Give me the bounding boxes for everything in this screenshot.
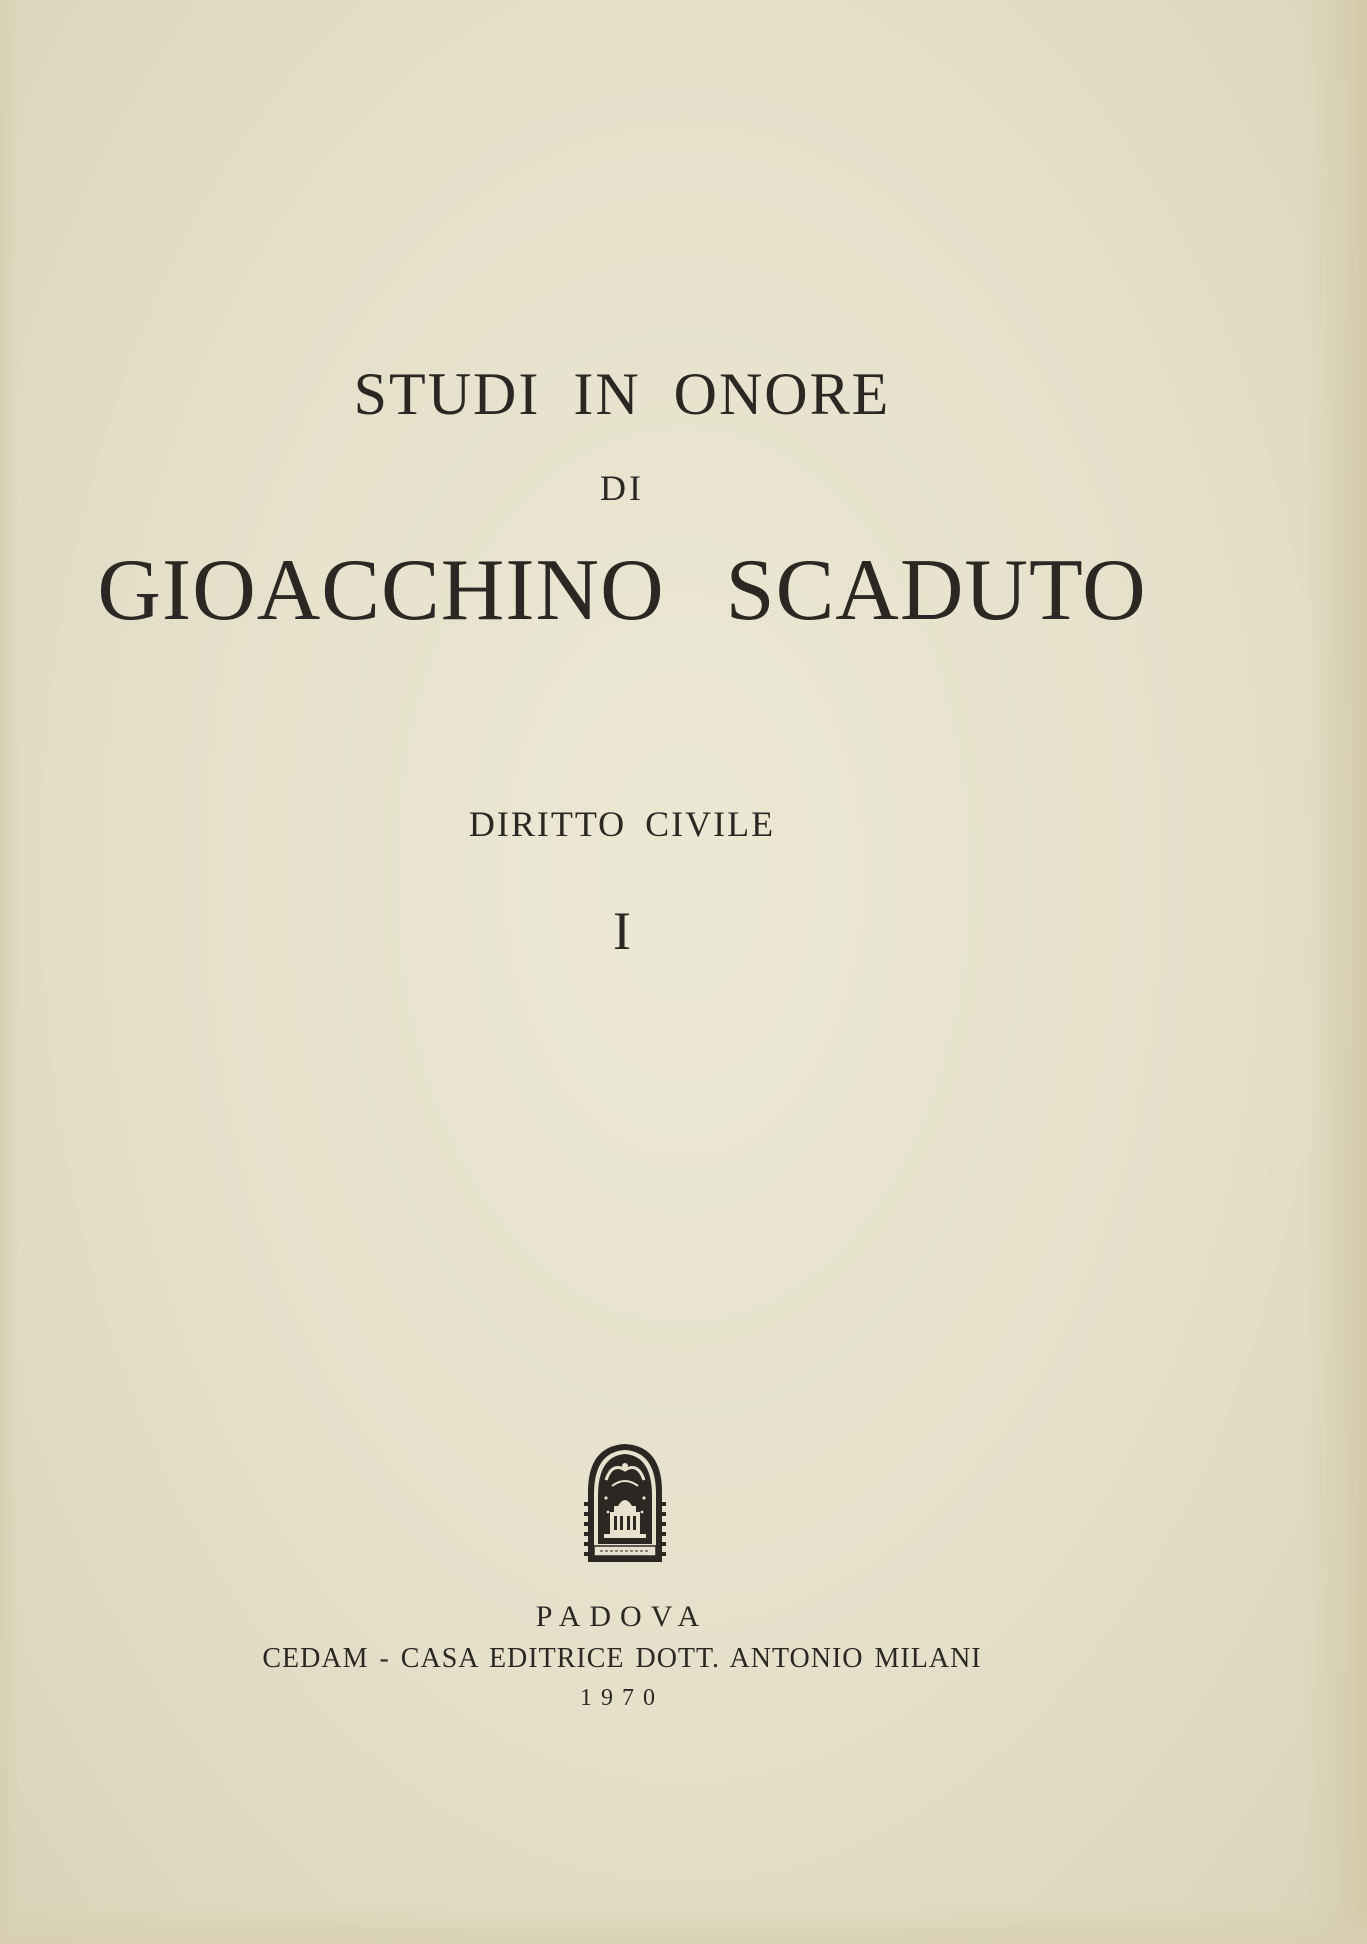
volume-number: I <box>613 901 631 961</box>
imprint-city: PADOVA <box>535 1600 709 1633</box>
page-edge-shadow-right <box>1307 0 1367 1944</box>
subject-heading: DIRITTO CIVILE <box>468 804 776 844</box>
imprint-year: 1970 <box>580 1685 664 1711</box>
title-line-1: STUDI IN ONORE <box>353 361 891 427</box>
publisher-emblem-icon <box>582 1440 668 1566</box>
title-line-di: DI <box>600 468 644 508</box>
page-edge-shadow-bottom <box>0 1904 1367 1944</box>
imprint-publisher: CEDAM - CASA EDITRICE DOTT. ANTONIO MILANI <box>262 1643 982 1674</box>
honoree-name: GIOACCHINO SCADUTO <box>97 542 1147 639</box>
